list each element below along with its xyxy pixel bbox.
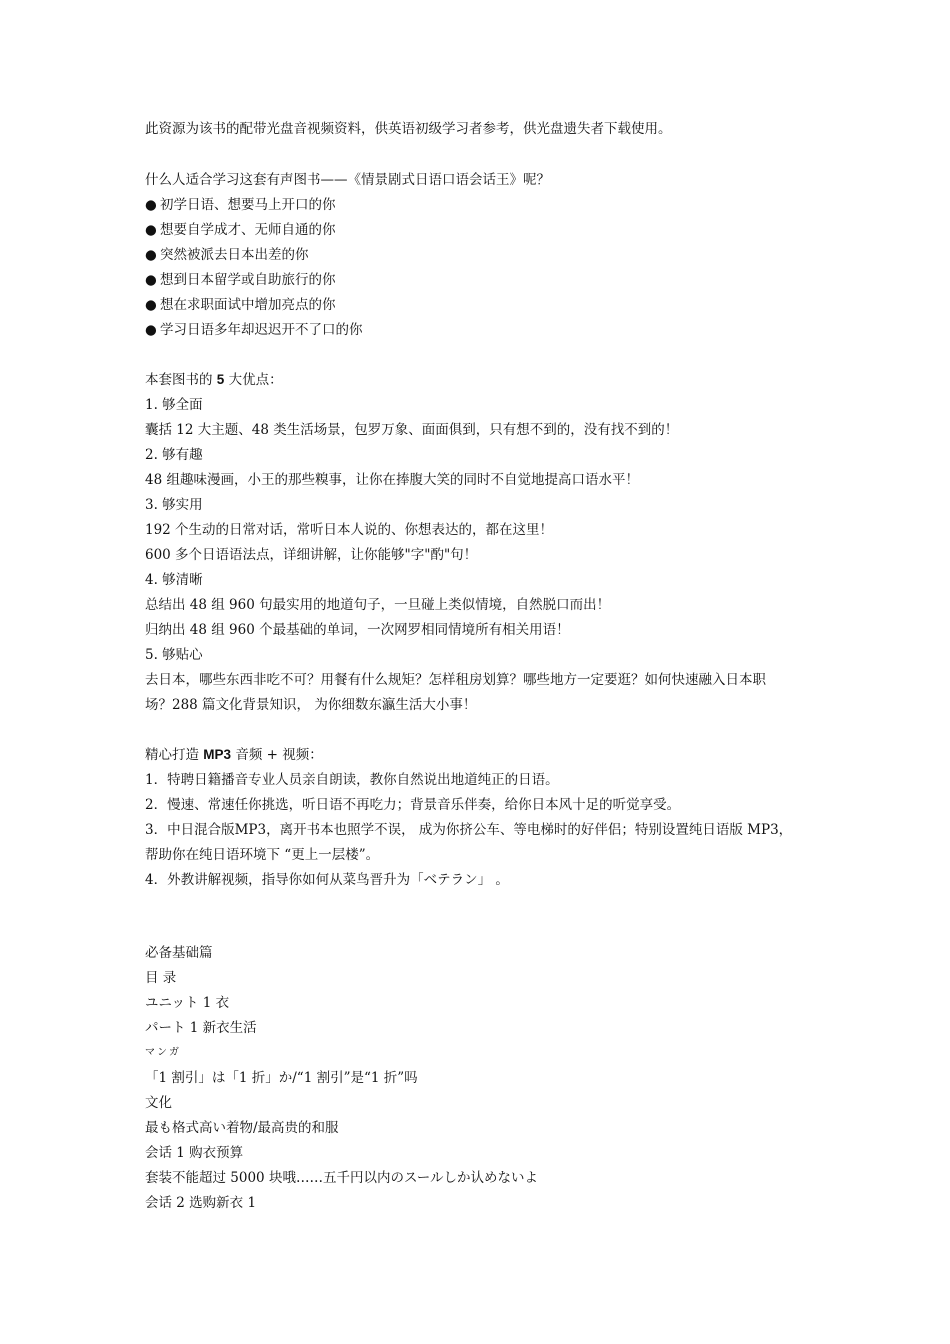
bullet-icon: ●	[145, 222, 157, 238]
toc-manga-label: マンガ	[145, 1047, 181, 1058]
toc-entry: 最も格式高い着物/最高贵的和服	[145, 1120, 339, 1136]
advantage-text: 48 组趣味漫画，小王的那些糗事，让你在捧腹大笑的同时不自觉地提高口语水平！	[145, 472, 639, 488]
advantage-title: 4. 够清晰	[145, 572, 203, 588]
list-item: ● 想在求职面试中增加亮点的你	[145, 297, 336, 313]
advantage-title: 1. 够全面	[145, 397, 203, 413]
list-item: ● 突然被派去日本出差的你	[145, 247, 309, 263]
bullet-icon: ●	[145, 197, 157, 213]
toc-part: パート 1 新衣生活	[145, 1020, 257, 1036]
media-item: 4．外教讲解视频，指导你如何从菜鸟晋升为「ベテラン」 。	[145, 872, 509, 888]
bullet-icon: ●	[145, 272, 157, 288]
bullet-icon: ●	[145, 247, 157, 263]
bullet-icon: ●	[145, 322, 157, 338]
toc-unit: ユニット 1 衣	[145, 995, 230, 1011]
advantage-text: 归纳出 48 组 960 个最基础的单词，一次网罗相同情境所有相关用语！	[145, 622, 570, 638]
advantages-heading: 本套图书的 5 大优点：	[145, 372, 283, 388]
media-item: 1．特聘日籍播音专业人员亲自朗读，教你自然说出地道纯正的日语。	[145, 772, 559, 788]
advantage-text: 去日本，哪些东西非吃不可？用餐有什么规矩？怎样租房划算？哪些地方一定要逛？如何快速融入日本职	[145, 672, 766, 688]
advantage-text: 囊括 12 大主题、48 类生活场景，包罗万象、面面俱到，只有想不到的，没有找不到的！	[145, 422, 679, 438]
media-item: 3．中日混合版MP3，离开书本也照学不误， 成为你挤公车、等电梯时的好伴侣；特别设置纯日语版 MP3，	[145, 822, 793, 838]
media-heading: 精心打造 MP3 音频 + 视频：	[145, 747, 323, 763]
advantage-text: 192 个生动的日常对话，常听日本人说的、你想表达的，都在这里！	[145, 522, 554, 538]
toc-heading: 目 录	[145, 970, 177, 986]
advantage-text: 场？288 篇文化背景知识， 为你细数东瀛生活大小事！	[145, 697, 477, 713]
advantage-text: 总结出 48 组 960 句最实用的地道句子，一旦碰上类似情境，自然脱口而出！	[145, 597, 611, 613]
list-item: ● 想要自学成才、无师自通的你	[145, 222, 336, 238]
media-item: 2．慢速、常速任你挑选，听日语不再吃力；背景音乐伴奏，给你日本风十足的听觉享受。	[145, 797, 681, 813]
toc-section-title: 必备基础篇	[145, 945, 213, 961]
advantage-title: 5. 够贴心	[145, 647, 203, 663]
advantage-title: 2. 够有趣	[145, 447, 203, 463]
toc-culture-label: 文化	[145, 1095, 172, 1111]
list-item: ● 想到日本留学或自助旅行的你	[145, 272, 336, 288]
toc-dialogue-label: 会话 1 购衣预算	[145, 1145, 244, 1161]
toc-dialogue-label: 会话 2 选购新衣 1	[145, 1195, 257, 1211]
bullet-icon: ●	[145, 297, 157, 313]
list-item: ● 初学日语、想要马上开口的你	[145, 197, 336, 213]
intro-text: 此资源为该书的配带光盘音视频资料，供英语初级学习者参考，供光盘遗失者下载使用。	[145, 121, 672, 137]
audience-heading: 什么人适合学习这套有声图书——《情景剧式日语口语会话王》呢？	[145, 172, 550, 188]
list-item: ● 学习日语多年却迟迟开不了口的你	[145, 322, 363, 338]
advantage-title: 3. 够实用	[145, 497, 203, 513]
media-item: 帮助你在纯日语环境下 “更上一层楼”。	[145, 847, 380, 863]
toc-entry: 「1 割引」は「1 折」か/“1 割引”是“1 折”吗	[145, 1070, 418, 1086]
toc-entry: 套装不能超过 5000 块哦……五千円以内のスールしか认めないよ	[145, 1170, 538, 1186]
advantage-text: 600 多个日语语法点，详细讲解，让你能够"字"酌"句！	[145, 547, 478, 563]
